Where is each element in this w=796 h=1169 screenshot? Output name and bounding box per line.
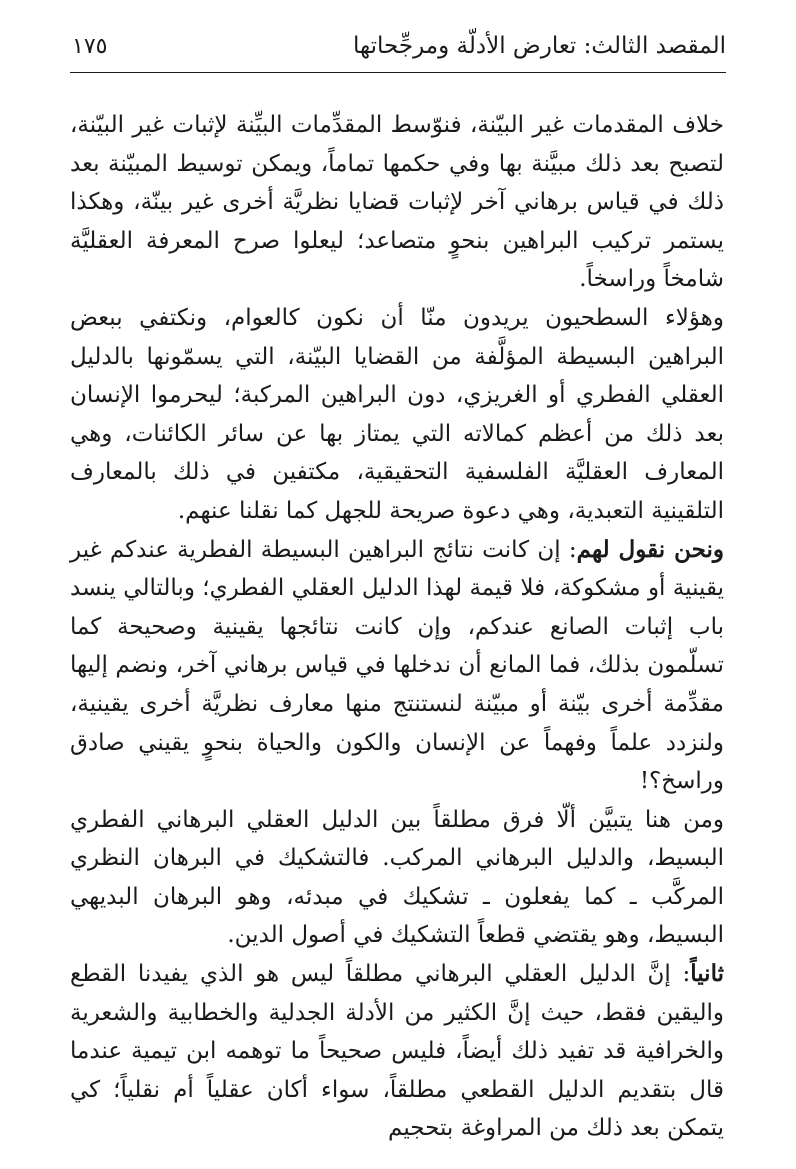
paragraph-5-text: : إنَّ الدليل العقلي البرهاني مطلقاً ليس هو الذي يفيدنا القطع واليقين فقط، حيث إنَّ الكثير من الأدلة الجدلية والخطابية والشعرية والخرافية قد تفيد ذلك أيضاً، فليس صحيحاً ما توهمه ابن تيمية عندما قال بتقديم الدليل القطعي مطلقاً، سواء أكان عقلياً أم نقلياً؛ كي يتمكن بعد ذلك من المراوغة بتحجيم [70,961,724,1142]
page-number: ١٧٥ [72,33,108,59]
header-divider [70,72,726,73]
paragraph-2-text: وهؤلاء السطحيون يريدون منّا أن نكون كالعوام، ونكتفي ببعض البراهين البسيطة المؤلَّفة من القضايا البيّنة، التي يسمّونها بالدليل العقلي الفطري أو الغريزي، دون البراهين المركبة؛ ليحرموا الإنسان بعد ذلك من أعظم كمالاته التي يمتاز بها عن سائر الكائنات، وهي المعارف العقليَّة الفلسفية التحقيقية، مكتفين في ذلك بالمعارف التلقينية التعبدية، وهي دعوة صريحة للجهل كما نقلنا عنهم. [70,304,724,524]
running-header [72,26,726,66]
paragraph-5 [70,955,724,1148]
paragraph-3 [70,531,724,801]
paragraph-1-text: خلاف المقدمات غير البيّنة، فنوّسط المقدِّمات البيِّنة لإثبات غير البيّنة، لتصبح بعد ذلك مبيَّنة بها وفي حكمها تماماً، ويمكن توسيط المبيّنة بعد ذلك في قياس برهاني آخر لإثبات قضايا نظريَّة أخرى غير بينّة، وهكذا يستمر تركيب البراهين بنحوٍ متصاعد؛ ليعلوا صرح المعرفة العقليَّة شامخاً وراسخاً. [70,112,724,293]
paragraph-3-lead: ونحن نقول لهم [576,535,724,563]
paragraph-1 [70,106,724,299]
paragraph-5-lead: ثانياً [690,960,724,988]
paragraph-4 [70,801,724,955]
running-header-title: المقصد الثالث: تعارض الأدلّة ومرجِّحاتها [353,33,726,59]
paragraph-2 [70,299,724,531]
body-text [70,106,724,1148]
paragraph-4-text: ومن هنا يتبيَّن ألّا فرق مطلقاً بين الدليل العقلي البرهاني الفطري البسيط، والدليل البرهاني المركب. فالتشكيك في البرهان النظري المركَّب ـ كما يفعلون ـ تشكيك في مبدئه، وهو البرهان البديهي البسيط، وهو يقتضي قطعاً التشكيك في أصول الدين. [70,806,724,949]
paragraph-3-text: : إن كانت نتائج البراهين البسيطة الفطرية عندكم غير يقينية أو مشكوكة، فلا قيمة لهذا الدليل العقلي الفطري؛ وبالتالي ينسد باب إثبات الصانع عندكم، وإن كانت نتائجها يقينية وصحيحة كما تسلّمون بذلك، فما المانع أن ندخلها في قياس برهاني آخر، ونضم إليها مقدِّمة أخرى بيّنة أو مبيّنة لنستنتج منها معارف نظريَّة أخرى يقينية، ولنزدد علماً وفهماً عن الإنسان والكون والحياة بنحوٍ يقيني صادق وراسخ؟! [70,536,724,795]
